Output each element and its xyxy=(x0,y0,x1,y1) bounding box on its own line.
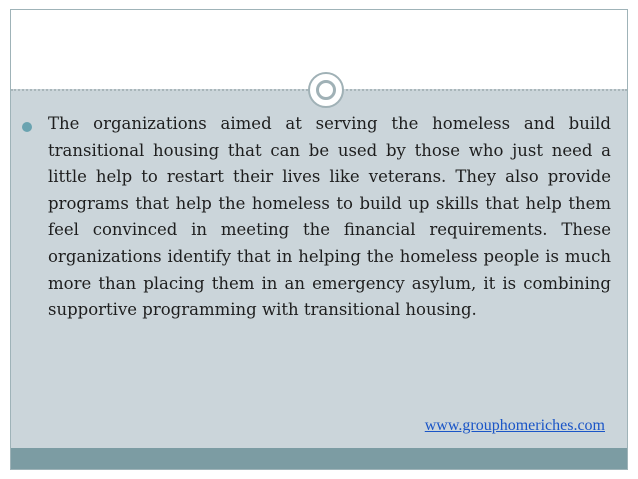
slide-frame xyxy=(10,9,628,470)
circle-ornament-inner xyxy=(316,80,336,100)
footer-bar xyxy=(11,448,627,469)
bullet-icon xyxy=(22,122,32,132)
circle-ornament-icon xyxy=(308,72,344,108)
body-paragraph: The organizations aimed at serving the homeless and build transitional housing that can be used by those who just need a little help to restart their lives like veterans. They also provide programs that help the homeless to build up skills that help them feel convinced in meeting the financial requirements. These organizations identify that in helping the homeless people is much more than placing them in an emergency asylum, it is combining supportive programming with transitional housing. xyxy=(48,114,611,320)
website-link[interactable]: www.grouphomeriches.com xyxy=(424,417,605,434)
